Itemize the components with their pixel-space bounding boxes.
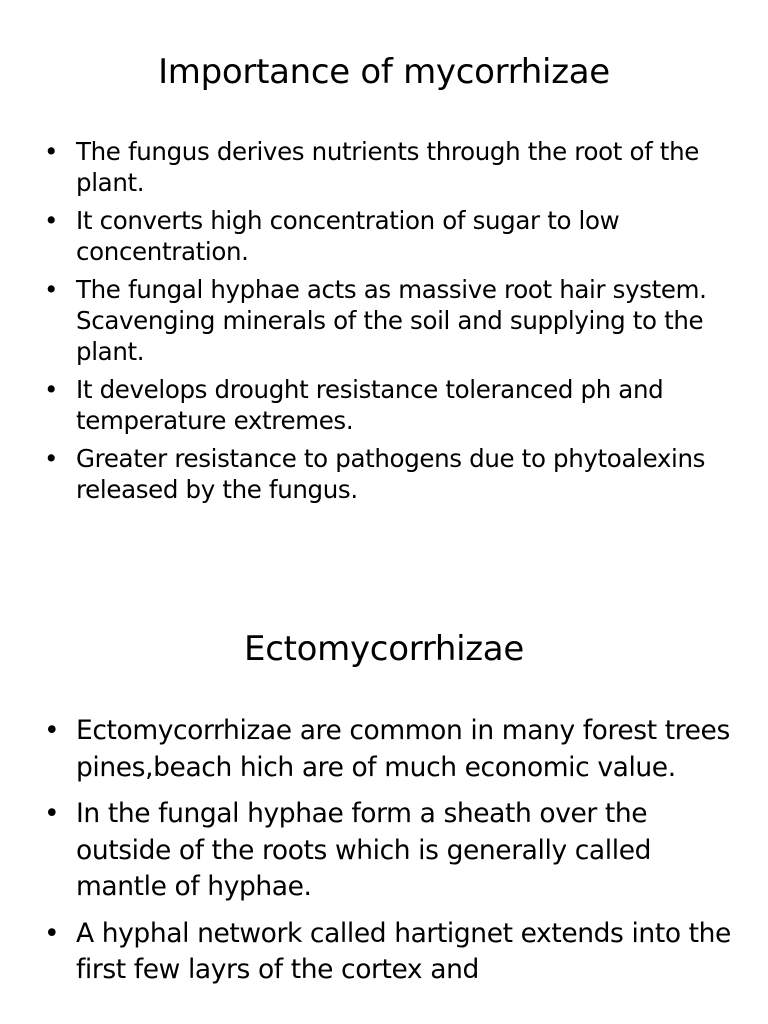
bullet-item [44, 443, 734, 505]
bullet-marker: • [44, 715, 60, 746]
slide-title: Importance of mycorrhizae [158, 52, 610, 92]
bullet-marker: • [44, 917, 60, 949]
bullet-text: It develops drought resistance toleranced ph and temperature extremes. [76, 375, 664, 435]
bullet-marker: • [44, 206, 59, 235]
bullet-text: A hyphal network called hartignet extends into the first few layrs of the cortex and [76, 917, 731, 985]
bullet-text: Ectomycorrhizae are common in many forest trees pines,beach hich are of much economic value. [76, 715, 730, 783]
slide-ectomycorrhizae [0, 575, 768, 1024]
bullet-marker: • [44, 444, 59, 473]
bullet-item [44, 205, 734, 267]
bullet-text: Greater resistance to pathogens due to phytoalexins released by the fungus. [76, 444, 706, 504]
bullet-list [44, 136, 734, 512]
slide-title: Ectomycorrhizae [244, 629, 524, 669]
bullet-text: The fungal hyphae acts as massive root hair system. Scavenging minerals of the soil and supplying to the plant. [76, 275, 707, 366]
bullet-list [44, 713, 734, 999]
bullet-item [44, 374, 734, 436]
bullet-item [44, 796, 734, 906]
bullet-marker: • [44, 275, 59, 304]
bullet-item [44, 713, 734, 786]
bullet-marker: • [44, 375, 59, 404]
bullet-marker: • [44, 137, 59, 166]
bullet-text: It converts high concentration of sugar to low concentration. [76, 206, 620, 266]
bullet-item [44, 274, 734, 367]
bullet-text: The fungus derives nutrients through the root of the plant. [76, 137, 699, 197]
bullet-marker: • [44, 798, 60, 829]
bullet-item [44, 136, 734, 198]
bullet-item [44, 916, 734, 989]
bullet-text: In the fungal hyphae form a sheath over the outside of the roots which is generally called mantle of hyphae. [76, 798, 652, 902]
